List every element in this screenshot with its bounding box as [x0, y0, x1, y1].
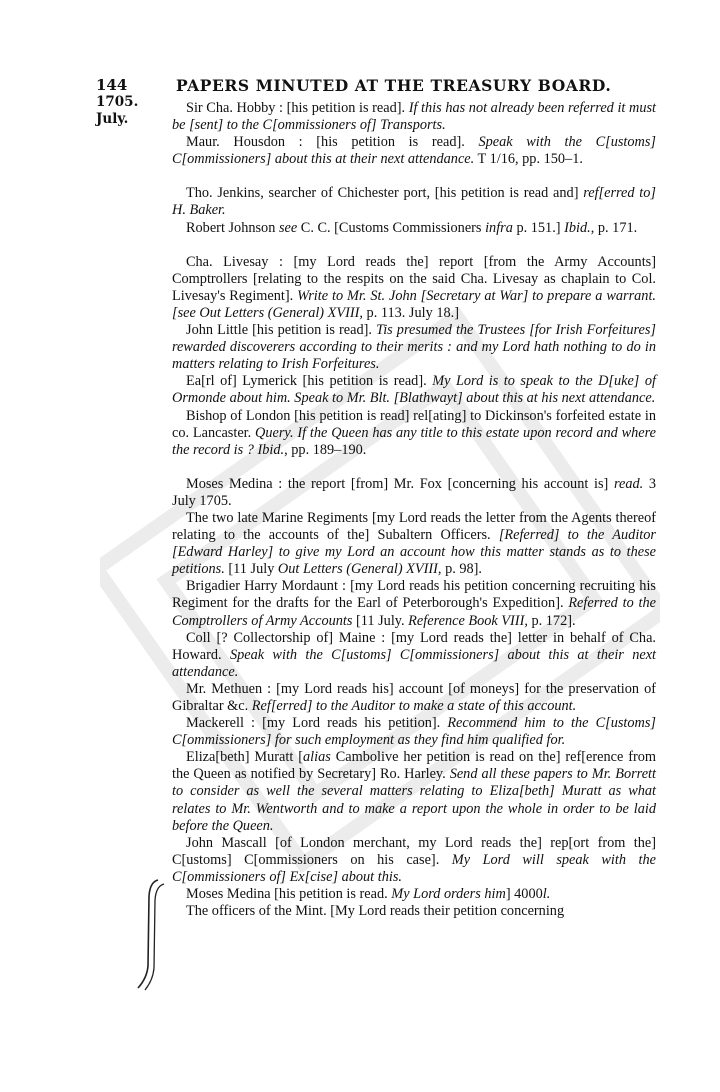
entry-maine: Coll [? Collectorship of] Maine : [my Lord reads the] letter in behalf of Cha. Howard. Speak with the C[ustoms] C[ommissioners] about this at their next attendance.: [172, 629, 657, 680]
entry-mordaunt: Brigadier Harry Mordaunt : [my Lord reads his petition concerning recruiting his Regiment for the drafts for the Earl of Peterborough's Expedition]. Referred to the Comptrollers of Army Accounts [11 July. Reference Book VIII, p. 172].: [172, 578, 656, 629]
entry-lymerick: Ea[rl of] Lymerick [his petition is read]. My Lord is to speak to the D[uke] of Ormonde about him. Speak to Mr. Blt. [Blathwayt] about this at his next attendance.: [172, 373, 656, 407]
entry-marine-regiments: The two late Marine Regiments [my Lord reads the letter from the Agents thereof relating to the accounts of the] Subaltern Officers. [Referred] to the Auditor [Edward Harley] to give my Lord an account how this matter stands as to these petitions. [11 July Out Letters (General) XVIII, p. 98].: [172, 509, 656, 578]
page-number: 144: [96, 76, 128, 94]
entry-johnson: Robert Johnson see C. C. [Customs Commissioners infra p. 151.] Ibid., p. 171.: [186, 219, 638, 236]
entry-muratt: Eliza[beth] Muratt [alias Cambolive her petition is read on the] ref[erence from the Queen as notified by Secretary] Ro. Harley. Send all these papers to Mr. Borrett to consider as well the several matters relating to Eliza[beth] Muratt as what relates to Mr. Wentworth and to make a report upon the whole in order to be laid before the Queen.: [172, 749, 657, 834]
handwritten-margin-bracket: [128, 876, 168, 996]
entry-little: John Little [his petition is read]. Tis presumed the Trustees [for Irish Forfeitures] rewarded discoverers according to their merits : and my Lord hath nothing to do in matters relating to Irish Forfeitures.: [172, 322, 656, 373]
entry-jenkins: Tho. Jenkins, searcher of Chichester port, [his petition is read and] ref[erred to] H. Baker.: [172, 185, 656, 219]
entry-medina-petition: Moses Medina [his petition is read. My Lord orders him] 4000l.: [186, 886, 551, 903]
entry-medina-report: Moses Medina : the report [from] Mr. Fox [concerning his account is] read. 3 July 1705.: [172, 475, 656, 509]
entry-mascall: John Mascall [of London merchant, my Lord reads the] rep[ort from the] C[ustoms] C[ommissioners on his case]. My Lord will speak with the C[ommissioners of] Ex[cise] about this.: [172, 834, 656, 885]
entry-mint-officers: The officers of the Mint. [My Lord reads their petition concerning: [186, 903, 565, 920]
reference: T 1/16, pp. 150–1.: [477, 151, 583, 168]
margin-year: 1705.: [96, 94, 139, 110]
entry-livesay: Cha. Livesay : [my Lord reads the] report [from the Army Accounts] Comptrollers [relating to the respits on the said Cha. Livesay as chaplain to Col. Livesay's Regiment]. Write to Mr. St. John [Secretary at War] to prepare a warrant. [see Out Letters (General) XVIII, p. 113. July 18.]: [172, 253, 656, 321]
entry-mackerell: Mackerell : [my Lord reads his petition]. Recommend him to the C[ustoms] C[ommissioners] for such employment as they find him qualified for.: [172, 715, 656, 749]
entry-housdon: Maur. Housdon : [his petition is read]. Speak with the C[ustoms] C[ommissioners] about this at their next attendance. T 1/16, pp. 150–1.: [172, 134, 656, 168]
margin-month: July.: [96, 111, 129, 127]
minutes-body: [172, 100, 656, 920]
entry-bishop-london: Bishop of London [his petition is read] rel[ating] to Dickinson's forfeited estate in co. Lancaster. Query. If the Queen has any title to this estate upon record and where the record is ? Ibid., pp. 189–190.: [172, 407, 656, 458]
entry-methuen: Mr. Methuen : [my Lord reads his] account [of moneys] for the preservation of Gibraltar &c. Ref[erred] to the Auditor to make a state of this account.: [172, 680, 656, 714]
running-title: PAPERS MINUTED AT THE TREASURY BOARD.: [176, 76, 612, 95]
entry-hobby: Sir Cha. Hobby : [his petition is read]. If this has not already been referred it must be [sent] to the C[ommissioners of] Transports.: [172, 100, 657, 134]
